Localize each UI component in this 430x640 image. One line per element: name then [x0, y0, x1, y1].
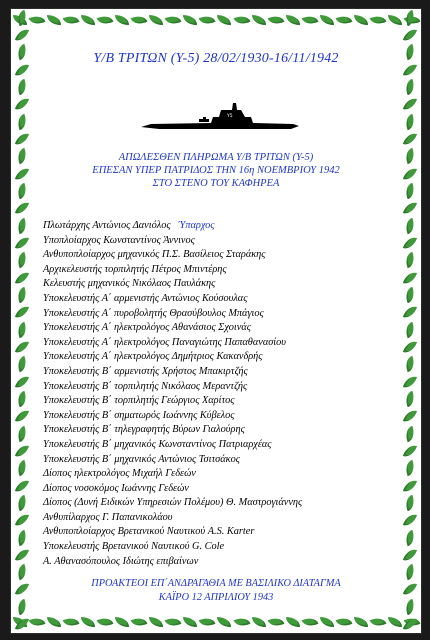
crew-member	[43, 307, 383, 322]
crew-member-text: Υποκελευστής Β΄ μηχανικός Κωνσταντίνος Πατριαρχέας	[43, 438, 272, 450]
crew-member	[43, 321, 383, 336]
laurel-leaf-icon	[15, 321, 29, 338]
laurel-leaf-icon	[28, 615, 45, 630]
laurel-leaf-icon	[15, 235, 29, 252]
laurel-leaf-icon	[403, 304, 417, 321]
laurel-leaf-icon	[403, 131, 417, 148]
heading-line: ΕΠΕΣΑΝ ΥΠΕΡ ΠΑΤΡΙΔΟΣ ΤΗΝ 16η ΝΟΕΜΒΡΙΟΥ 1942	[92, 165, 340, 176]
laurel-leaf-icon	[403, 477, 417, 494]
laurel-leaf-icon	[403, 339, 417, 356]
laurel-leaf-icon	[131, 13, 148, 28]
laurel-leaf-icon	[81, 15, 95, 25]
laurel-leaf-icon	[15, 113, 29, 130]
crew-member	[43, 482, 383, 497]
laurel-leaf-icon	[81, 617, 95, 627]
crew-member	[43, 525, 383, 540]
laurel-leaf-icon	[403, 616, 417, 633]
laurel-leaf-icon	[301, 13, 318, 28]
laurel-leaf-icon	[15, 252, 29, 269]
laurel-leaf-icon	[15, 599, 29, 616]
laurel-leaf-icon	[15, 477, 29, 494]
crew-member	[43, 423, 383, 438]
laurel-leaf-icon	[15, 217, 29, 234]
laurel-leaf-icon	[28, 13, 45, 28]
laurel-leaf-icon	[96, 615, 113, 630]
crew-member-text: Υποκελευστής Β΄ τορπιλητής Γεώργιος Χαρίτος	[43, 395, 235, 407]
crew-list	[43, 219, 383, 569]
laurel-leaf-icon	[233, 615, 250, 630]
laurel-leaf-icon	[403, 495, 417, 512]
laurel-leaf-icon	[15, 79, 29, 96]
crew-member-text: Υποκελευστής Α΄ αρμενιστής Αντώνιος Κούσουλας	[43, 292, 248, 304]
laurel-leaf-icon	[354, 617, 368, 627]
laurel-leaf-icon	[404, 13, 421, 28]
submarine-silhouette-icon	[141, 97, 301, 137]
laurel-leaf-icon	[354, 15, 368, 25]
crew-member	[43, 336, 383, 351]
crew-member	[43, 394, 383, 409]
crew-member-text: Δίοπος ηλεκτρολόγος Μιχαήλ Γεδεών	[43, 468, 196, 480]
laurel-leaf-icon	[15, 529, 29, 546]
ship-marking: Y5	[227, 114, 233, 119]
laurel-leaf-icon	[115, 15, 129, 25]
memorial-heading	[41, 151, 391, 190]
heading-line: ΑΠΩΛΕΣΘΕΝ ΠΛΗΡΩΜΑ Y/B ΤΡΙΤΩΝ (Y-5)	[118, 152, 314, 163]
heading-line: ΣΤΟ ΣΤΕΝΟ ΤΟΥ ΚΑΦΗΡΕΑ	[152, 178, 280, 189]
laurel-leaf-icon	[404, 615, 421, 630]
laurel-leaf-icon	[403, 44, 417, 61]
laurel-leaf-icon	[47, 617, 61, 627]
crew-member	[43, 453, 383, 468]
laurel-leaf-icon	[15, 495, 29, 512]
laurel-leaf-icon	[403, 581, 417, 598]
crew-member	[43, 248, 383, 263]
laurel-leaf-icon	[149, 15, 163, 25]
laurel-leaf-icon	[15, 373, 29, 390]
laurel-leaf-icon	[403, 599, 417, 616]
laurel-leaf-icon	[165, 615, 182, 630]
laurel-leaf-icon	[403, 529, 417, 546]
laurel-leaf-icon	[267, 615, 284, 630]
laurel-leaf-icon	[217, 15, 231, 25]
laurel-leaf-icon	[183, 15, 197, 25]
crew-member-text: Δίοπος (Δυνή Ειδικών Υπηρεσιών Πολέμου) Θ. Μαστρογιάννης	[43, 497, 303, 509]
laurel-leaf-icon	[403, 391, 417, 408]
page-title: Y/B ΤΡΙΤΩΝ (Y-5) 28/02/1930-16/11/1942	[93, 51, 339, 66]
laurel-leaf-icon	[403, 460, 417, 477]
laurel-leaf-icon	[252, 617, 266, 627]
laurel-leaf-icon	[15, 96, 29, 113]
laurel-leaf-icon	[252, 15, 266, 25]
laurel-leaf-icon	[15, 131, 29, 148]
laurel-leaf-icon	[183, 617, 197, 627]
footer-line: ΠΡΟΑΚΤΕΟΙ ΕΠ΄ΑΝΔΡΑΓΑΘΙΑ ΜΕ ΒΑΣΙΛΙΚΟ ΔΙΑΤΑΓΜΑ	[91, 578, 341, 589]
crew-member-text: Κελευστής μηχανικός Νικόλαος Παυλάκης	[43, 278, 216, 290]
laurel-leaf-icon	[403, 269, 417, 286]
laurel-leaf-icon	[217, 617, 231, 627]
laurel-leaf-icon	[15, 200, 29, 217]
laurel-leaf-icon	[15, 27, 29, 44]
crew-member-text: Υποκελευστής Β΄ τηλεγραφητής Βύρων Γιαλούρης	[43, 424, 245, 436]
laurel-leaf-icon	[403, 356, 417, 373]
laurel-leaf-icon	[15, 425, 29, 442]
laurel-leaf-icon	[165, 13, 182, 28]
crew-member	[43, 277, 383, 292]
crew-member	[43, 540, 383, 555]
crew-member-text: Ανθυπίλαρχος Γ. Παπανικολάου	[43, 511, 173, 523]
laurel-leaf-icon	[403, 547, 417, 564]
laurel-leaf-icon	[96, 13, 113, 28]
crew-member-text: Πλωτάρχης Αντώνιος Δανιόλος	[43, 220, 171, 231]
crew-member-text: Υποκελευστής Α΄ ηλεκτρολόγος Παναγιώτης Παπαθανασίου	[43, 336, 287, 348]
laurel-leaf-icon	[320, 617, 334, 627]
laurel-leaf-icon	[403, 321, 417, 338]
crew-member-text: Υποκελευστής Α΄ ηλεκτρολόγος Αθανάσιος Σχοινάς	[43, 322, 251, 334]
laurel-leaf-icon	[403, 9, 417, 26]
footer-line: ΚΑΪΡΟ 12 ΑΠΡΙΛΙΟΥ 1943	[158, 592, 274, 603]
laurel-leaf-icon	[403, 287, 417, 304]
laurel-leaf-icon	[370, 615, 387, 630]
crew-member-text: Υποκελευστής Α΄ πυροβολητής Θρασύβουλος Μπάγιος	[43, 307, 264, 319]
laurel-leaf-icon	[62, 615, 79, 630]
laurel-leaf-icon	[15, 564, 29, 581]
crew-member	[43, 292, 383, 307]
crew-member-text: Αρχικελευστής τορπιλητής Πέτρος Μπιντέρης	[43, 263, 227, 275]
crew-member-text: Δίοπος νοσοκόμος Ιωάννης Γεδεών	[43, 482, 189, 494]
crew-member	[43, 496, 383, 511]
laurel-right	[399, 9, 421, 633]
laurel-leaf-icon	[320, 15, 334, 25]
laurel-leaf-icon	[403, 27, 417, 44]
laurel-leaf-icon	[15, 165, 29, 182]
crew-member-text: Ανθυποπλοίαρχος μηχανικός Π.Σ. Βασίλειος Σταράκης	[43, 249, 266, 261]
laurel-leaf-icon	[403, 96, 417, 113]
crew-member-text: Υποκελευστής Β΄ τορπιλητής Νικόλαος Μεραντζής	[43, 380, 248, 392]
laurel-leaf-icon	[403, 235, 417, 252]
laurel-leaf-icon	[388, 15, 402, 25]
laurel-leaf-icon	[15, 148, 29, 165]
laurel-leaf-icon	[403, 425, 417, 442]
crew-member	[43, 219, 383, 234]
laurel-leaf-icon	[15, 287, 29, 304]
laurel-leaf-icon	[15, 512, 29, 529]
laurel-leaf-icon	[301, 615, 318, 630]
crew-member	[43, 380, 383, 395]
crew-member	[43, 438, 383, 453]
laurel-leaf-icon	[15, 356, 29, 373]
laurel-leaf-icon	[199, 615, 216, 630]
crew-member	[43, 511, 383, 526]
crew-member-text: Α. Αθανασόπουλος Ιδιώτης επιβαίνων	[43, 555, 199, 567]
laurel-leaf-icon	[15, 44, 29, 61]
crew-member	[43, 467, 383, 482]
laurel-leaf-icon	[15, 339, 29, 356]
laurel-leaf-icon	[286, 15, 300, 25]
crew-member	[43, 409, 383, 424]
laurel-leaf-icon	[15, 460, 29, 477]
laurel-leaf-icon	[13, 15, 27, 25]
laurel-leaf-icon	[15, 616, 29, 633]
crew-member	[43, 234, 383, 249]
crew-member	[43, 263, 383, 278]
laurel-leaf-icon	[115, 617, 129, 627]
laurel-leaf-icon	[199, 13, 216, 28]
laurel-leaf-icon	[15, 391, 29, 408]
laurel-bottom	[11, 611, 421, 633]
laurel-leaf-icon	[15, 443, 29, 460]
laurel-leaf-icon	[403, 61, 417, 78]
laurel-leaf-icon	[403, 564, 417, 581]
crew-member-text: Υποκελευστής Β΄ αρμενιστής Χρήστος Μπακιρτζής	[43, 365, 248, 377]
laurel-leaf-icon	[388, 617, 402, 627]
laurel-leaf-icon	[403, 373, 417, 390]
laurel-leaf-icon	[403, 113, 417, 130]
laurel-leaf-icon	[403, 217, 417, 234]
crew-member-text: Ανθυποπλοίαρχος Βρετανικού Ναυτικού A.S. Karter	[43, 526, 255, 538]
laurel-leaf-icon	[403, 252, 417, 269]
laurel-leaf-icon	[15, 304, 29, 321]
laurel-leaf-icon	[286, 617, 300, 627]
memorial-footer	[41, 577, 391, 605]
laurel-leaf-icon	[370, 13, 387, 28]
memorial-card	[10, 8, 422, 634]
laurel-leaf-icon	[15, 408, 29, 425]
laurel-leaf-icon	[62, 13, 79, 28]
laurel-leaf-icon	[15, 183, 29, 200]
crew-member-text: Υποκελευστής Α΄ ηλεκτρολόγος Δημήτριος Κακανδρής	[43, 351, 263, 363]
laurel-leaf-icon	[403, 408, 417, 425]
laurel-leaf-icon	[15, 61, 29, 78]
crew-member-role: Ύπαρχος	[178, 220, 215, 231]
crew-member-text: Υποκελευστής Βρετανικού Ναυτικού G. Cole	[43, 541, 225, 553]
laurel-top	[11, 9, 421, 31]
laurel-leaf-icon	[13, 617, 27, 627]
laurel-leaf-icon	[15, 547, 29, 564]
laurel-leaf-icon	[403, 512, 417, 529]
laurel-leaf-icon	[336, 615, 353, 630]
crew-member	[43, 365, 383, 380]
laurel-leaf-icon	[403, 79, 417, 96]
laurel-leaf-icon	[267, 13, 284, 28]
laurel-leaf-icon	[131, 615, 148, 630]
crew-member-text: Υποκελευστής Β΄ μηχανικός Αντώνιος Τσιτσάκος	[43, 453, 240, 465]
laurel-leaf-icon	[15, 269, 29, 286]
laurel-left	[11, 9, 33, 633]
laurel-leaf-icon	[403, 443, 417, 460]
laurel-leaf-icon	[233, 13, 250, 28]
crew-member-text: Υποπλοίαρχος Κωνσταντίνος Άννινος	[43, 234, 195, 246]
crew-member-text: Υποκελευστής Β΄ σηματωρός Ιωάννης Κύβελος	[43, 409, 235, 421]
laurel-leaf-icon	[15, 581, 29, 598]
laurel-leaf-icon	[47, 15, 61, 25]
crew-member	[43, 350, 383, 365]
laurel-leaf-icon	[149, 617, 163, 627]
laurel-leaf-icon	[336, 13, 353, 28]
laurel-leaf-icon	[15, 9, 29, 26]
laurel-leaf-icon	[403, 200, 417, 217]
laurel-leaf-icon	[403, 148, 417, 165]
laurel-leaf-icon	[403, 165, 417, 182]
crew-member	[43, 555, 383, 570]
laurel-leaf-icon	[403, 183, 417, 200]
